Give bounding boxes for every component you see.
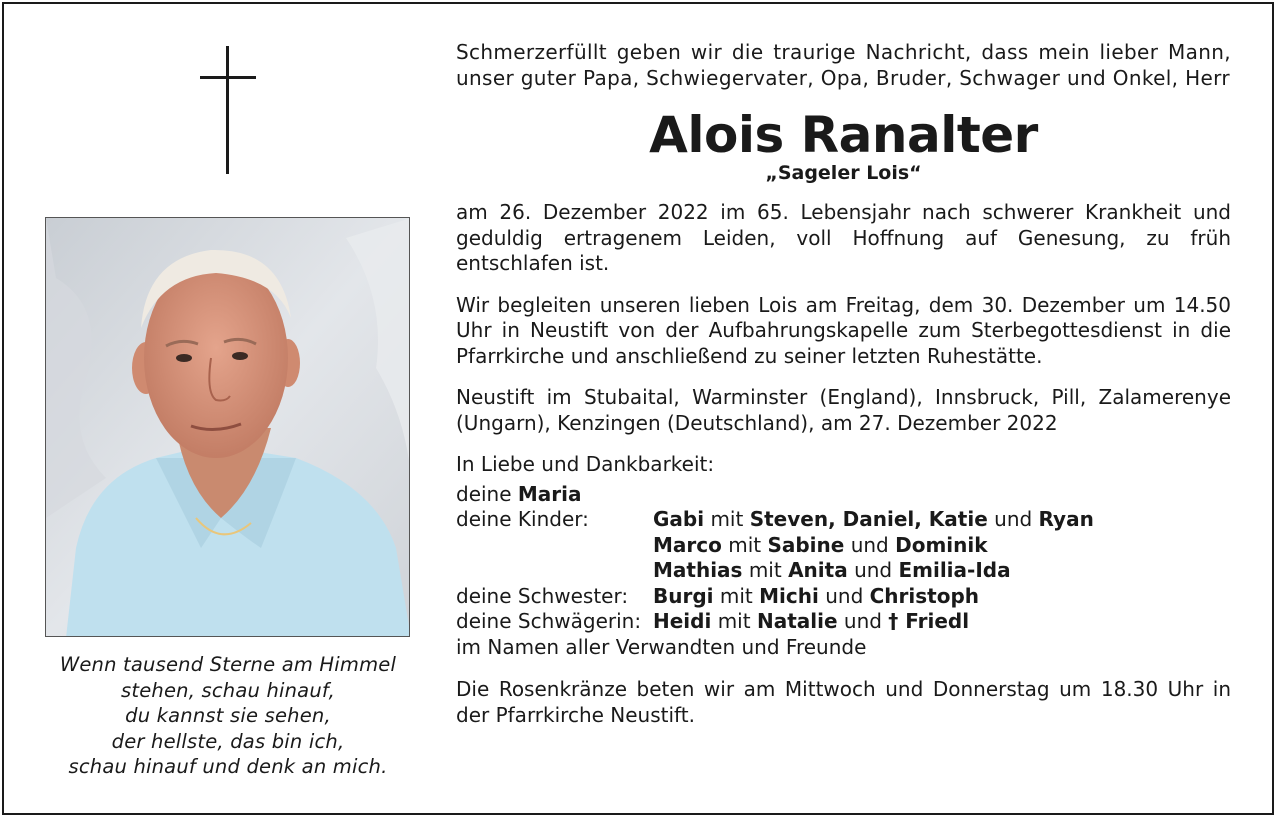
family-row-children: deine Kinder: Gabi mit Steven, Daniel, Katie und Ryan [456, 507, 1094, 531]
family-row-wife: deine Maria [456, 481, 582, 506]
nickname: „Sageler Lois“ [765, 162, 922, 184]
cross-icon [200, 46, 256, 174]
poem-line: du kannst sie sehen, [125, 704, 331, 727]
poem [28, 652, 428, 780]
poem-line: Wenn tausend Sterne am Himmel [59, 653, 397, 676]
rosary-text: Die Rosenkränze beten wir am Mittwoch und Donnerstag um 18.30 Uhr in der Pfarrkirche Neustift. [456, 677, 1231, 727]
family-list [456, 482, 1231, 661]
intro-text: Schmerzerfüllt geben wir die traurige Nachricht, dass mein lieber Mann, unser guter Papa, Schwiegervater, Opa, Bruder, Schwager und Onkel, Herr [456, 40, 1231, 90]
portrait-photo [45, 217, 410, 637]
family-row-sisterinlaw: deine Schwägerin: Heidi mit Natalie und † Friedl [456, 609, 970, 633]
deceased-name: Alois Ranalter [649, 106, 1038, 164]
family-row-children: Mathias mit Anita und Emilia-Ida [653, 558, 1011, 582]
family-row-sister: deine Schwester: Burgi mit Michi und Christoph [456, 583, 980, 608]
thanks-heading: In Liebe und Dankbarkeit: [456, 452, 715, 476]
notice-text [456, 40, 1231, 728]
poem-line: stehen, schau hinauf, [120, 678, 336, 702]
death-text: am 26. Dezember 2022 im 65. Lebensjahr nach schwerer Krankheit und geduldig ertragenem Leiden, voll Hoffnung auf Genesung, zu früh entschlafen ist. [456, 200, 1231, 275]
places-text: Neustift im Stubaital, Warminster (England), Innsbruck, Pill, Zalamerenye (Ungarn), Kenzingen (Deutschland), am 27. Dezember 2022 [456, 385, 1231, 435]
family-row-children: Marco mit Sabine und Dominik [653, 532, 988, 557]
funeral-text: Wir begleiten unseren lieben Lois am Freitag, dem 30. Dezember um 14.50 Uhr in Neustift von der Aufbahrungskapelle zum Sterbegottesdienst in die Pfarrkirche und anschließend zu seiner letzten Ruhestätte. [456, 292, 1231, 368]
poem-line: der hellste, das bin ich, [111, 729, 345, 753]
poem-line: schau hinauf und denk an mich. [68, 755, 388, 778]
family-closing: im Namen aller Verwandten und Freunde [456, 634, 867, 659]
